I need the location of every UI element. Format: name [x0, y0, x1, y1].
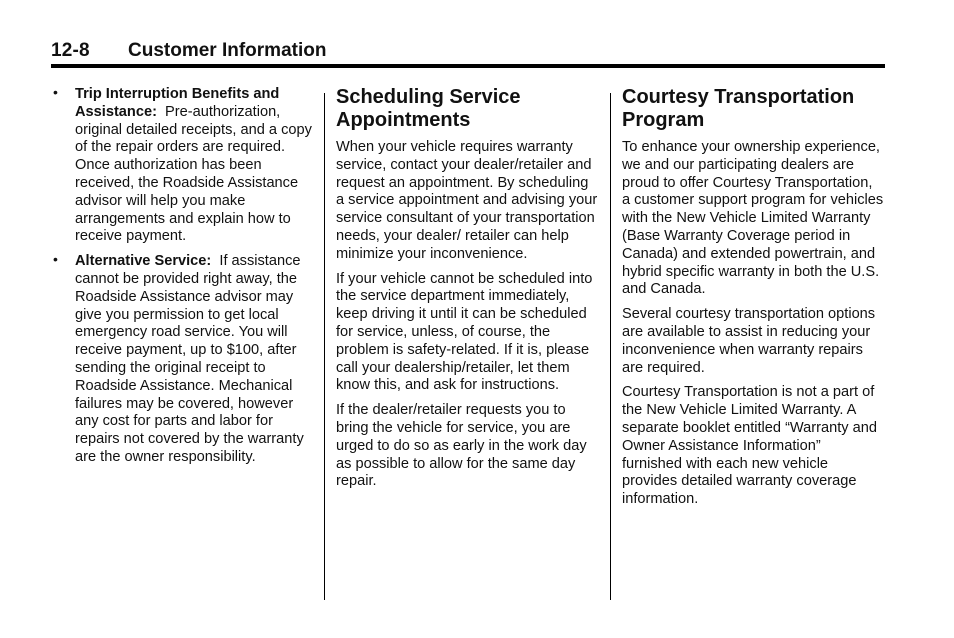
bullet-text: If assistance cannot be provided right away, the Roadside Assistance advisor may give you permission to get local emergency road service. You will receive payment, up to $100, after sending the original receipt to Roadside Assistance. Mechanical failures may be covered, however any cost for parts and labor for repairs not covered by the warranty are the owner responsibility. — [75, 253, 304, 465]
section-heading-scheduling: Scheduling Service Appointments — [336, 86, 521, 131]
section-heading-courtesy: Courtesy Transportation Program — [622, 86, 855, 131]
paragraph: When your vehicle requires warranty service, contact your dealer/retailer and request an appointment. By scheduling a service appointment and advising your service consultant of your transportation needs, your dealer/ retailer can help minimize your inconvenience. — [336, 139, 598, 262]
paragraph: Several courtesy transportation options are available to assist in reducing your inconvenience when warranty repairs are required. — [622, 306, 876, 376]
column-divider-1 — [324, 93, 325, 600]
bullet-icon: • — [53, 84, 58, 100]
chapter-title: Customer Information — [128, 40, 327, 61]
page-header — [51, 38, 885, 68]
bullet-icon: • — [53, 251, 58, 268]
list-item — [51, 86, 313, 246]
paragraph: Courtesy Transportation is not a part of the New Vehicle Limited Warranty. A separate booklet entitled “Warranty and Owner Assistance Information” furnished with each new vehicle provides detailed warranty coverage information. — [622, 384, 877, 508]
page-number: 12-8 — [51, 40, 90, 61]
column-3 — [622, 86, 884, 516]
paragraph: To enhance your ownership experience, we and our participating dealers are proud to offer Courtesy Transportation, a customer support program for vehicles with the New Vehicle Limited Warranty (Base Warranty Coverage period in Canada) and extended powertrain, and hybrid specific warranty in both the U.S. and Canada. — [622, 139, 884, 298]
column-divider-2 — [610, 93, 611, 600]
bullet-text: Pre-authorization, original detailed receipts, and a copy of the repair orders are required. Once authorization has been received, the Roadside Assistance advisor will help you make arrangements and explain how to receive payment. — [75, 103, 312, 245]
bullet-lead: Alternative Service: — [75, 253, 212, 270]
column-1 — [51, 86, 313, 474]
column-2 — [336, 86, 600, 498]
bullet-lead: Trip Interruption Benefits and Assistance: — [75, 86, 280, 120]
paragraph: If your vehicle cannot be scheduled into the service department immediately, keep driving it until it can be scheduled for service, unless, of course, the problem is safety-related. If it is, please call your dealership/retailer, let them know this, and ask for instructions. — [336, 270, 593, 394]
paragraph: If the dealer/retailer requests you to bring the vehicle for service, you are urged to do so as early in the work day as possible to allow for the same day repair. — [336, 402, 587, 490]
list-item — [51, 253, 313, 467]
